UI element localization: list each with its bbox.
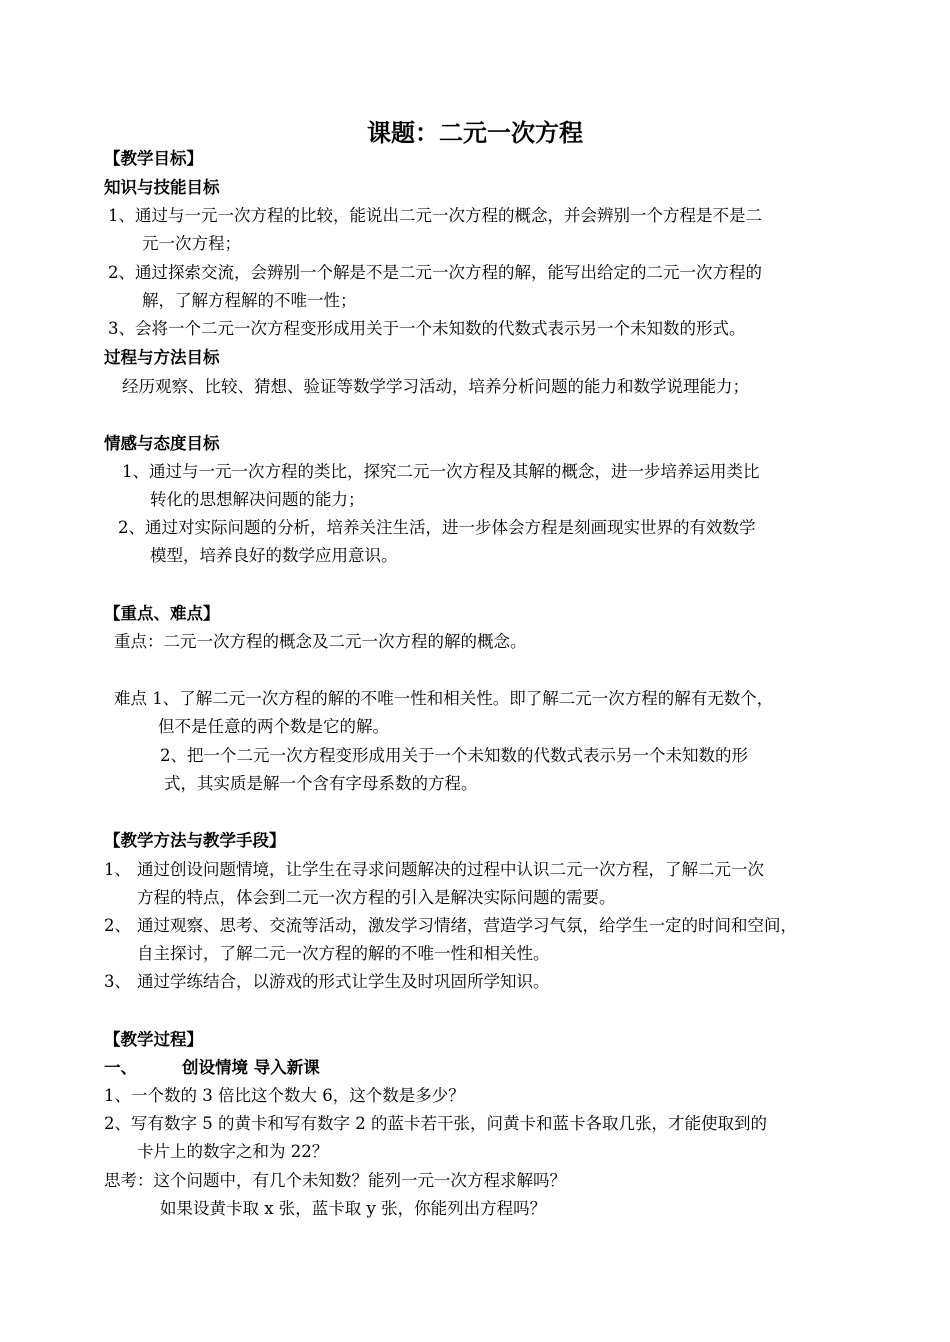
section-1-title: 创设情境 导入新课 (182, 1058, 320, 1077)
attitude-heading: 情感与态度目标 (104, 434, 220, 453)
method-3-text: 通过学练结合，以游戏的形式让学生及时巩固所学知识。 (137, 972, 550, 991)
teaching-process-heading: 【教学过程】 (104, 1030, 203, 1049)
keypoints-heading: 【重点、难点】 (104, 604, 220, 623)
process-goal-heading: 过程与方法目标 (104, 348, 220, 367)
knowledge-item-1-cont: 元一次方程； (142, 234, 241, 253)
knowledge-heading: 知识与技能目标 (104, 178, 220, 197)
think-2: 如果设黄卡取 x 张，蓝卡取 y 张，你能列出方程吗？ (160, 1199, 547, 1218)
method-1-text-cont: 方程的特点，体会到二元一次方程的引入是解决实际问题的需要。 (137, 888, 616, 907)
think-1: 思考：这个问题中，有几个未知数？能列一元一次方程求解吗？ (104, 1171, 566, 1190)
question-1: 1、一个数的 3 倍比这个数大 6，这个数是多少？ (104, 1086, 465, 1105)
difficult-point-2-cont: 式，其实质是解一个含有字母系数的方程。 (164, 774, 478, 793)
difficult-point-1-cont: 但不是任意的两个数是它的解。 (158, 717, 389, 736)
knowledge-item-2-cont: 解，了解方程解的不唯一性； (142, 291, 357, 310)
process-goal-text: 经历观察、比较、猜想、验证等数学学习活动，培养分析问题的能力和数学说理能力； (122, 377, 749, 396)
section-1-num: 一、 (104, 1058, 137, 1077)
difficult-point-1: 难点 1、了解二元一次方程的解的不唯一性和相关性。即了解二元一次方程的解有无数个， (114, 689, 774, 708)
knowledge-item-1: 1、通过与一元一次方程的比较，能说出二元一次方程的概念，并会辨别一个方程是不是二 (108, 206, 762, 225)
method-2-text-cont: 自主探讨，了解二元一次方程的解的不唯一性和相关性。 (137, 944, 550, 963)
knowledge-item-2: 2、通过探索交流，会辨别一个解是不是二元一次方程的解，能写出给定的二元一次方程的 (108, 263, 762, 282)
knowledge-item-3: 3、会将一个二元一次方程变形成用关于一个未知数的代数式表示另一个未知数的形式。 (108, 319, 746, 338)
methods-heading: 【教学方法与教学手段】 (104, 831, 286, 850)
method-1-text: 通过创设问题情境，让学生在寻求问题解决的过程中认识二元一次方程，了解二元一次 (137, 860, 764, 879)
question-2: 2、写有数字 5 的黄卡和写有数字 2 的蓝卡若干张，问黄卡和蓝卡各取几张，才能使取到的 (104, 1114, 767, 1133)
attitude-item-1-cont: 转化的思想解决问题的能力； (150, 490, 365, 509)
method-3-num: 3、 (104, 972, 131, 991)
page-title: 课题：二元一次方程 (367, 119, 583, 147)
attitude-item-2-cont: 模型，培养良好的数学应用意识。 (150, 546, 398, 565)
attitude-item-1: 1、通过与一元一次方程的类比，探究二元一次方程及其解的概念，进一步培养运用类比 (122, 462, 760, 481)
key-point: 重点：二元一次方程的概念及二元一次方程的解的概念。 (114, 632, 527, 651)
attitude-item-2: 2、通过对实际问题的分析，培养关注生活，进一步体会方程是刻画现实世界的有效数学 (118, 518, 756, 537)
method-2-num: 2、 (104, 916, 131, 935)
goals-heading: 【教学目标】 (104, 149, 203, 168)
method-2-text: 通过观察、思考、交流等活动，激发学习情绪，营造学习气氛，给学生一定的时间和空间， (137, 916, 797, 935)
difficult-point-2: 2、把一个二元一次方程变形成用关于一个未知数的代数式表示另一个未知数的形 (160, 746, 748, 765)
question-2-cont: 卡片上的数字之和为 22？ (137, 1142, 329, 1161)
method-1-num: 1、 (104, 860, 131, 879)
